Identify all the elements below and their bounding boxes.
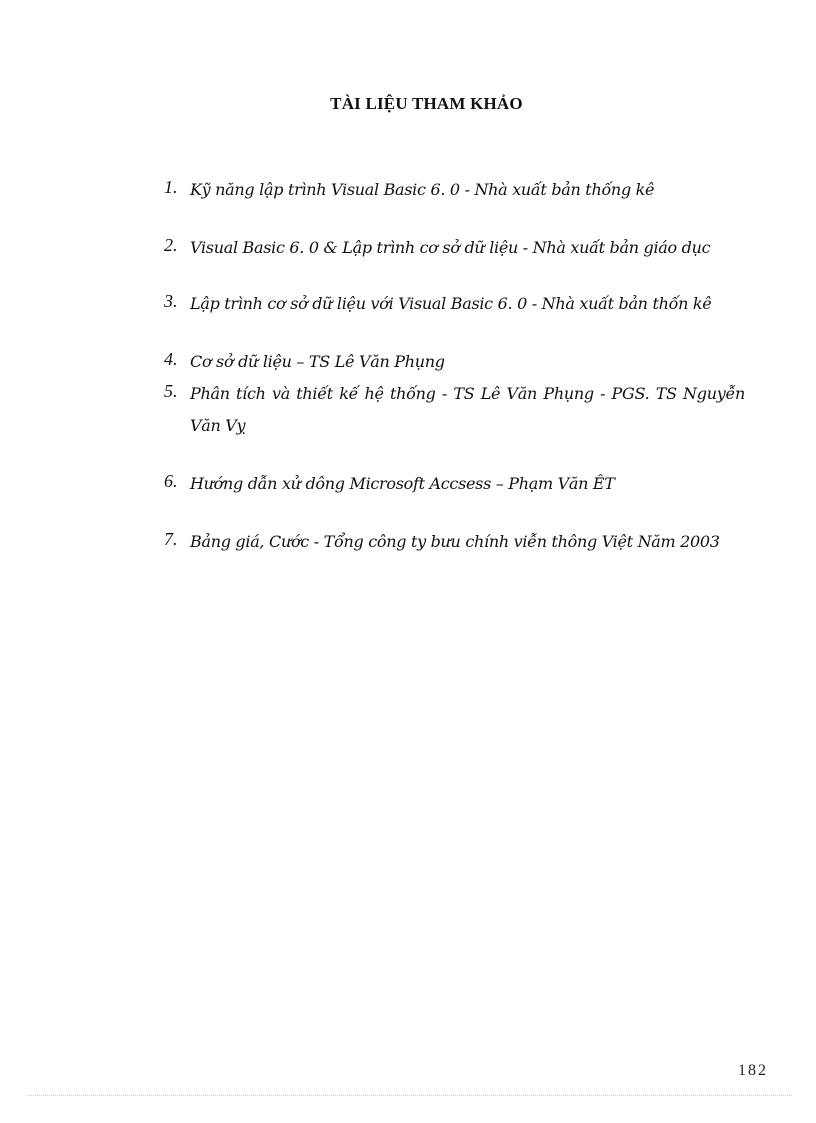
reference-text: Bảng giá, Cước - Tổng công ty bưu chính viễn thông Việt Năm 2003: [190, 532, 720, 551]
reference-text: Phân tích và thiết kế hệ thống - TS Lê Văn Phụng - PGS. TS Nguyễn Văn Vỵ: [190, 384, 745, 435]
reference-number: 3.: [164, 291, 178, 311]
reference-text: Lập trình cơ sở dữ liệu với Visual Basic 6. 0 - Nhà xuất bản thốn kê: [190, 294, 712, 313]
reference-text: Cơ sở dữ liệu – TS Lê Văn Phụng: [190, 352, 445, 371]
reference-item: [160, 346, 745, 378]
reference-text: Hướng dẫn xử dông Microsoft Accsess – Phạm Văn ÊT: [190, 474, 615, 493]
reference-text: Kỹ năng lập trình Visual Basic 6. 0 - Nhà xuất bản thống kê: [190, 180, 655, 199]
reference-item: [160, 232, 745, 264]
reference-item: [160, 378, 745, 442]
reference-item: [160, 526, 745, 558]
reference-item: [160, 468, 745, 500]
reference-number: 4.: [164, 349, 178, 369]
reference-item: [160, 174, 745, 206]
page-number: 182: [738, 1062, 768, 1075]
reference-number: 2.: [164, 235, 178, 255]
reference-number: 6.: [164, 471, 178, 491]
page-title: TÀI LIỆU THAM KHẢO: [330, 94, 523, 113]
reference-text: Visual Basic 6. 0 & Lập trình cơ sở dữ liệu - Nhà xuất bản giáo dục: [190, 238, 711, 257]
reference-number: 7.: [164, 529, 178, 549]
reference-item: [160, 288, 745, 320]
reference-number: 5.: [164, 381, 178, 401]
reference-number: 1.: [164, 177, 178, 197]
footer-divider: [28, 1095, 792, 1096]
